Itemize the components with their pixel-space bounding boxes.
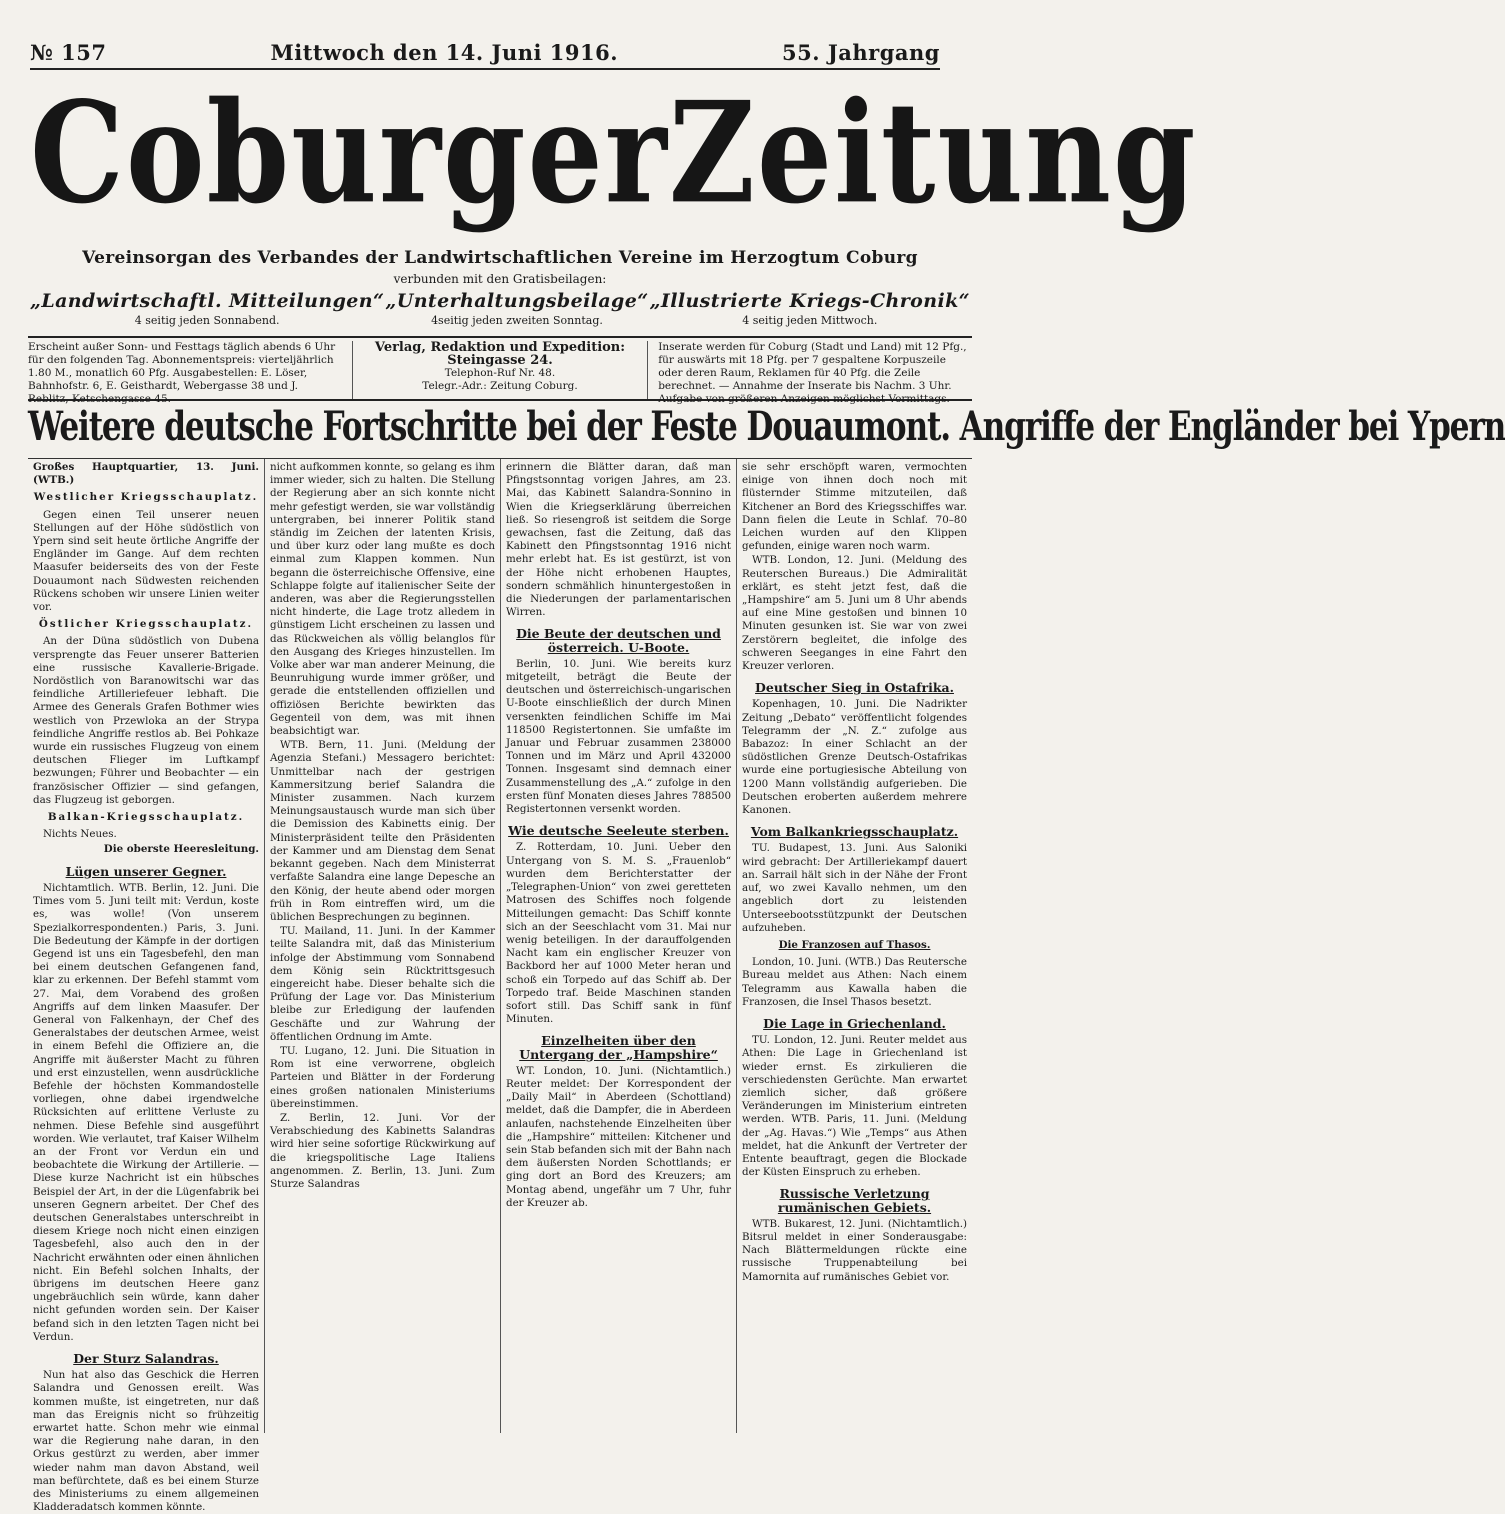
article-title: Russische Verletzung rumänischen Gebiets.: [777, 1186, 932, 1215]
advertising-info: Inserate werden für Coburg (Stadt und Land) mit 12 Pfg., für auswärts mit 18 Pfg. per 7 gespaltene Korpuszeile oder deren Raum, Reklamen für 40 Pfg. die Zeile berechnet. — Annahme der Inserate bis Nachm. 3 Uhr. Aufgabe von größeren Anzeigen möglichst Vormittags.: [658, 341, 967, 405]
article-text: Berlin, 10. Juni. Wie bereits kurz mitgeteilt, beträgt die Beute der deutschen und österreichisch-ungarischen U-Boote einschließlich der durch Minen versenkten feindlichen Schiffe im Mai 118500 Registertonnen. Sie umfaßte im Januar und Februar zusammen 238000 Tonnen und im März und April 432000 Tonnen. Insgesamt sind demnach einer Zusammenstellung des „A.“ zufolge in den ersten fünf Monaten dieses Jahres 788500 Registertonnen versenkt worden.: [506, 657, 731, 816]
publisher-telegram: Telegr.-Adr.: Zeitung Coburg.: [422, 380, 578, 392]
supplement-name: „Landwirtschaftl. Mitteilungen“: [30, 290, 385, 312]
article-text: Nichtamtlich. WTB. Berlin, 12. Juni. Die Times vom 5. Juni teilt mit: Verdun, koste es, was wolle! (Von unserem Spezialkorrespondenten.) Paris, 3. Juni. Die Bedeutung der Kämpfe in der dortigen Gegend ist uns ein Tagesbefehl, den man bei einem deutschen Gefangenen fand, klar zu erkennen. Der Befehl stammt vom 27. Mai, dem Vorabend des großen Angriffs auf dem linken Maasufer. Der General von Falkenhayn, der Chef des Generalstabes der deutschen Armee, weist in einem Befehl die Offiziere an, die Angriffe mit äußerster Macht zu führen und erst einzustellen, wenn ausdrückliche Befehle der höchsten Kommandostelle vorliegen, ohne dabei irgendwelche Rücksichten auf erlittene Verluste zu nehmen. Diese Befehle sind ausgeführt worden. Wie verlautet, traf Kaiser Wilhelm an der Front vor Verdun ein und beobachtete die Wirkung der Artillerie. — Diese kurze Nachricht ist ein hübsches Beispiel der Art, in der die Lügenfabrik bei unseren Gegnern arbeitet. Der Chef des deutschen Generalstabes unterschreibt in diesem Kriege noch nicht einen einzigen Tagesbefehl, also auch den in der Nachricht erwähnten oder einen ähnlichen nicht. Ein Befehl solchen Inhalts, der übrigens im deutschen Heere ganz ungebräuchlich sein würde, kann daher nicht gefunden worden sein. Der Kaiser befand sich in den letzten Tagen nicht bei Verdun.: [33, 881, 259, 1343]
column-3: [500, 459, 736, 1433]
article-text: London, 10. Juni. (WTB.) Das Reutersche Bureau meldet aus Athen: Nach einem Telegramm aus Kawalla haben die Franzosen, die Insel Thasos besetzt.: [742, 956, 967, 1008]
article-subtitle: Die Franzosen auf Thasos.: [778, 938, 931, 951]
subtitle-supplements-note: verbunden mit den Gratisbeilagen:: [393, 272, 607, 286]
issue-date: Mittwoch den 14. Juni 1916.: [270, 40, 619, 65]
article-title: Deutscher Sieg in Ostafrika.: [755, 680, 954, 696]
article-text: WTB. Bern, 11. Juni. (Meldung der Agenzia Stefani.) Messagero berichtet: Unmittelbar nach der gestrigen Kammersitzung berief Salandra die Minister zusammen. Nach kurzem Meinungsaustausch wurde man sich über die Demission des Kabinetts einig. Der Ministerpräsident teilte den Präsidenten der Kammer und am Dienstag dem Senat bekannt gegeben. Nach dem Ministerrat verfaßte Salandra eine lange Depesche an den König, der heute abend oder morgen früh in Rom eintreffen wird, um die üblichen Besprechungen zu beginnen.: [270, 739, 495, 923]
article-title: Die Beute der deutschen und österreich. U-Boote.: [516, 626, 721, 655]
article-text: WT. London, 10. Juni. (Nichtamtlich.) Reuter meldet: Der Korrespondent der „Daily Mail“ in Aberdeen (Schottland) meldet, daß die Dampfer, die in Aberdeen anlaufen, nachstehende Einzelheiten über die „Hampshire“ mitteilen: Kitchener und sein Stab befanden sich mit der Bahn nach dem äußersten Norden Schottlands; er ging dort an Bord des Kreuzers; am Montag abend, ungefähr um 7 Uhr, fuhr der Kreuzer ab.: [506, 1064, 731, 1209]
article-title: Einzelheiten über den Untergang der „Hampshire“: [519, 1033, 718, 1062]
issue-number: № 157: [30, 40, 107, 65]
article-text: Nun hat also das Geschick die Herren Salandra und Genossen ereilt. Was kommen mußte, ist eingetreten, nur daß man das Ereignis nicht so frühzeitig erwartet hatte. Schon mehr wie einmal war die Regierung nahe daran, in den Orkus gestürzt zu werden, aber immer wieder nahm man davon Abstand, weil man befürchtete, daß es bei einem Sturze des Ministeriums zu einem allgemeinen Kladderadatsch kommen könnte.: [33, 1369, 259, 1514]
publisher-phone: Telephon-Ruf Nr. 48.: [444, 367, 556, 379]
dateline: [30, 40, 940, 65]
column-2: [264, 459, 500, 1433]
subtitle: Vereinsorgan des Verbandes der Landwirtschaftlichen Vereine im Herzogtum Coburg: [82, 248, 918, 268]
article-text: TU. Lugano, 12. Juni. Die Situation in Rom ist eine verworrene, obgleich Parteien und Blätter in der Forderung eines großen nationalen Ministeriums übereinstimmen.: [270, 1044, 495, 1110]
article-title: Die Lage in Griechenland.: [763, 1015, 946, 1031]
column-4: [736, 459, 972, 1433]
supplement-frequency: 4 seitig jeden Mittwoch.: [742, 314, 878, 327]
article-text: TU. Budapest, 13. Juni. Aus Saloniki wird gebracht: Der Artilleriekampf dauert an. Sarrail hält sich in der Nähe der Front auf, wo zwei Kavallo nehmen, um den angeblich dort zu leistenden Unterseebootsstützpunkt der Deutschen aufzuheben.: [742, 842, 967, 934]
dispatch-lead: Großes Hauptquartier, 13. Juni. (WTB.): [33, 461, 259, 487]
article-title: Vom Balkankriegsschauplatz.: [750, 824, 959, 840]
article-text: Kopenhagen, 10. Juni. Die Nadrikter Zeitung „Debato“ veröffentlicht folgendes Telegramm der „N. Z.“ zufolge aus Babazoz: In einer Schlacht an der südöstlichen Grenze Deutsch-Ostafrikas wurde eine portugiesische Abteilung von 1200 Mann vollständig aufgerieben. Die Deutschen eroberten außerdem mehrere Kanonen.: [742, 698, 967, 817]
masthead-title-left: Coburger: [30, 70, 669, 235]
section-east-title: Östlicher Kriegsschauplatz.: [38, 618, 254, 631]
article-columns: [28, 458, 972, 1514]
publisher-info: [352, 341, 648, 399]
article-text: nicht aufkommen konnte, so gelang es ihm immer wieder, sich zu halten. Die Stellung der Regierung aber an sich konnte nicht mehr gefestigt werden, sie war vollständig untergraben, bei innerer Politik stand ständig im Zeichen der latenten Krisis, und über kurz oder lang mußte es doch einmal zum Klappen kommen. Nun begann die österreichische Offensive, eine Schlappe folgte auf italienischer Seite der anderen, was aber die Regierungsstellen nicht hinderte, die Lage trotz alledem in günstigem Licht erscheinen zu lassen und das Rückweichen als völlig belanglos für den Ausgang des Krieges hinzustellen. Im Volke aber war man anderer Meinung, die Beunruhigung wurde immer größer, und gerade die entstellenden offiziellen und offiziösen Berichte bewirkten das Gegenteil von dem, was mit ihnen beabsichtigt war.: [270, 461, 495, 738]
publisher-title: Verlag, Redaktion und Expedition:: [374, 340, 626, 355]
publisher-address: Steingasse 24.: [447, 353, 553, 368]
column-1: [28, 459, 264, 1514]
supplement-3: [650, 290, 970, 327]
section-east-text: An der Düna südöstlich von Dubena versprengte das Feuer unserer Batterien eine russische Kavallerie-Brigade. Nordöstlich von Baranowitschi war das feindliche Artilleriefeuer lebhaft. Die Armee des Generals Grafen Bothmer wies westlich von Przewloka an der Strypa feindliche Angriffe restlos ab. Bei Pohkaze wurde ein russisches Flugzeug von einem deutschen Flieger im Luftkampf bezwungen; Führer und Beobachter — ein französischer Offizier — sind gefangen, das Flugzeug ist geborgen.: [33, 635, 259, 806]
article-text: TU. Mailand, 11. Juni. In der Kammer teilte Salandra mit, daß das Ministerium infolge der Abstimmung vom Sonnabend dem König sein Rücktrittsgesuch eingereicht habe. Dieser behalte sich die Prüfung der Lage vor. Das Ministerium bleibe zur Erledigung der laufenden Geschäfte und zur Wahrung der öffentlichen Ordnung im Amte.: [270, 925, 495, 1043]
section-west-text: Gegen einen Teil unserer neuen Stellungen auf der Höhe südöstlich von Ypern sind seit heute örtliche Angriffe der Engländer im Gange. Auf dem rechten Maasufer beiderseits des von der Feste Douaumont nach Südwesten reichenden Rückens schoben wir unsere Linien weiter vor.: [33, 508, 259, 614]
article-text: WTB. Bukarest, 12. Juni. (Nichtamtlich.) Bitsrul meldet in einer Sonderausgabe: Nach Blättermeldungen rückte eine russische Truppenabteilung bei Mamornita auf rumänisches Gebiet vor.: [742, 1217, 967, 1283]
article-title: Wie deutsche Seeleute sterben.: [508, 823, 729, 839]
article-text: Z. Berlin, 12. Juni. Vor der Verabschiedung des Kabinetts Salandras wird hier seine sofortige Rückwirkung auf die kriegspolitische Lage Italiens angenommen. Z. Berlin, 13. Juni. Zum Sturze Salandras: [270, 1111, 495, 1190]
section-west-title: Westlicher Kriegsschauplatz.: [33, 491, 259, 504]
supplement-frequency: 4seitig jeden zweiten Sonntag.: [431, 314, 603, 327]
signature: Die oberste Heeresleitung.: [103, 843, 259, 856]
supplements: [30, 290, 970, 327]
supplement-2: [385, 290, 648, 327]
section-balkan-title: Balkan-Kriegsschauplatz.: [47, 811, 245, 824]
supplement-frequency: 4 seitig jeden Sonnabend.: [134, 314, 280, 327]
section-balkan-text: Nichts Neues.: [43, 828, 117, 841]
subscription-info: Erscheint außer Sonn- und Festtags täglich abends 6 Uhr für den folgenden Tag. Abonnementspreis: vierteljährlich 1.80 M., monatlich 60 Pfg. Ausgabestellen: E. Löser, Bahnhofstr. 6, E. Geisthardt, Webergasse 38 und J. Reblitz, Ketschengasse 45.: [28, 341, 336, 405]
info-row: [28, 336, 972, 405]
supplement-1: [30, 290, 384, 327]
article-text: sie sehr erschöpft waren, vermochten einige von ihnen doch noch mit flüsternder Stimme mitzuteilen, daß Kitchener an Bord des Kriegsschiffes war. Dann fielen die Leute in Schlaf. 70–80 Leichen wurden auf den Klippen gefunden, einige waren noch warm.: [742, 461, 967, 553]
issue-year: 55. Jahrgang: [782, 40, 940, 65]
masthead-title-right: Zeitung: [668, 70, 1198, 235]
article-text: erinnern die Blätter daran, daß man Pfingstsonntag vorigen Jahres, am 23. Mai, das Kabinett Salandra-Sonnino in Wien die Kriegserklärung überreichen ließ. So riesengroß ist seitdem die Sorge gewachsen, fast die Zeitung, daß das Kabinett den Pfingstsonntag 1916 nicht mehr erlebt hat. Es ist gestürzt, ist von der Höhe nicht erhobenen Hauptes, sondern schmählich hinuntergestoßen in die Niederungen der parlamentarischen Wirren.: [506, 461, 731, 619]
supplement-name: „Illustrierte Kriegs-Chronik“: [649, 290, 970, 312]
article-text: TU. London, 12. Juni. Reuter meldet aus Athen: Die Lage in Griechenland ist wieder ernst. Es zirkulieren die verschiedensten Gerüchte. Man erwartet ziemlich sicher, daß größere Veränderungen im Ministerium eintreten werden. WTB. Paris, 11. Juni. (Meldung der „Ag. Havas.“) Wie „Temps“ aus Athen meldet, hat die Ankunft der Vertreter der Entente beauftragt, gegen die Blockade der Küsten Einspruch zu erheben.: [742, 1034, 967, 1179]
article-text: Z. Rotterdam, 10. Juni. Ueber den Untergang von S. M. S. „Frauenlob“ wurden dem Berichterstatter der „Telegraphen-Union“ von zwei geretteten Matrosen des Schiffes noch folgende Mitteilungen gemacht: Das Schiff konnte sich an der Seeschlacht vom 31. Mai nur wenig beteiligen. In der darauffolgenden Nacht kam ein englischer Kreuzer von Backbord her auf 1000 Meter heran und schoß ein Torpedo auf das Schiff ab. Der Torpedo traf. Beide Maschinen standen sofort still. Das Schiff sank in fünf Minuten.: [506, 841, 731, 1026]
masthead: [30, 70, 1198, 235]
main-headline: Weitere deutsche Fortschritte bei der Feste Douaumont. Angriffe der Engländer bei Ypern: [28, 403, 1505, 450]
supplement-name: „Unterhaltungsbeilage“: [385, 290, 649, 312]
article-title: Lügen unserer Gegner.: [65, 863, 227, 879]
article-title: Der Sturz Salandras.: [73, 1351, 219, 1366]
article-text: WTB. London, 12. Juni. (Meldung des Reuterschen Bureaus.) Die Admiralität erklärt, es steht jetzt fest, daß die „Hampshire“ am 5. Juni um 8 Uhr abends auf eine Mine gestoßen und binnen 10 Minuten gesunken ist. Sie war von zwei Zerstörern begleitet, die infolge des schweren Seeganges in eine Fahrt den Kreuzer verloren.: [742, 554, 967, 673]
